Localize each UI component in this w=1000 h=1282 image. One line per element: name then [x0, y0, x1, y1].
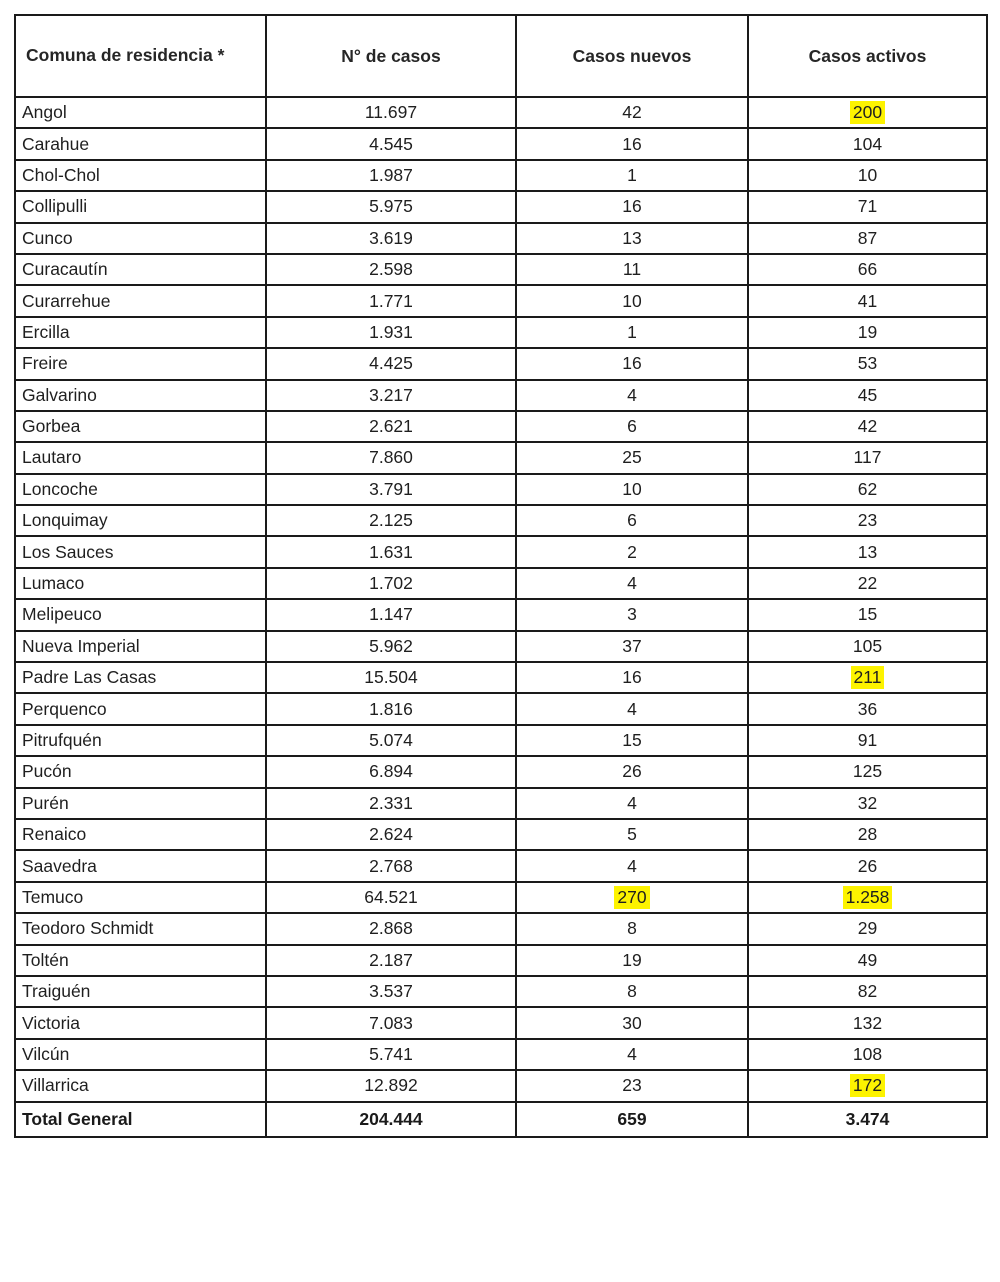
cell-casos: 2.624 — [266, 819, 516, 850]
cell-comuna: Padre Las Casas — [15, 662, 266, 693]
cell-nuevos: 25 — [516, 442, 748, 473]
cell-casos: 2.868 — [266, 913, 516, 944]
table-row — [15, 882, 987, 913]
cell-comuna: Temuco — [15, 882, 266, 913]
table-row — [15, 945, 987, 976]
cell-nuevos: 6 — [516, 411, 748, 442]
cell-casos: 2.598 — [266, 254, 516, 285]
table-row — [15, 474, 987, 505]
cell-nuevos: 8 — [516, 913, 748, 944]
cell-comuna: Lumaco — [15, 568, 266, 599]
cell-casos: 1.771 — [266, 285, 516, 316]
table-row — [15, 97, 987, 128]
cell-nuevos: 8 — [516, 976, 748, 1007]
cell-activos: 108 — [748, 1039, 987, 1070]
table-row — [15, 536, 987, 567]
cell-comuna: Pitrufquén — [15, 725, 266, 756]
highlighted-value: 172 — [850, 1074, 885, 1097]
cell-nuevos: 16 — [516, 348, 748, 379]
cell-activos: 104 — [748, 128, 987, 159]
cell-nuevos: 37 — [516, 631, 748, 662]
table-row — [15, 631, 987, 662]
cell-nuevos: 30 — [516, 1007, 748, 1038]
cell-comuna: Loncoche — [15, 474, 266, 505]
table-row — [15, 850, 987, 881]
table-row — [15, 725, 987, 756]
cell-comuna: Pucón — [15, 756, 266, 787]
cell-comuna: Renaico — [15, 819, 266, 850]
cell-comuna: Traiguén — [15, 976, 266, 1007]
table-row — [15, 1007, 987, 1038]
cell-casos: 1.931 — [266, 317, 516, 348]
cell-activos: 62 — [748, 474, 987, 505]
cell-comuna: Galvarino — [15, 380, 266, 411]
table-row — [15, 693, 987, 724]
table-row — [15, 599, 987, 630]
cell-casos: 11.697 — [266, 97, 516, 128]
cell-comuna: Carahue — [15, 128, 266, 159]
cell-comuna: Lautaro — [15, 442, 266, 473]
table-row — [15, 254, 987, 285]
table-row — [15, 819, 987, 850]
cell-nuevos: 6 — [516, 505, 748, 536]
table-row — [15, 128, 987, 159]
cell-casos: 1.987 — [266, 160, 516, 191]
table-row — [15, 1070, 987, 1101]
table-row — [15, 380, 987, 411]
cell-nuevos: 16 — [516, 191, 748, 222]
highlighted-value: 270 — [614, 886, 649, 909]
cell-casos: 1.147 — [266, 599, 516, 630]
cell-activos: 117 — [748, 442, 987, 473]
cell-casos: 4.545 — [266, 128, 516, 159]
table-footer — [15, 1102, 987, 1137]
cell-nuevos: 16 — [516, 128, 748, 159]
cell-casos: 1.631 — [266, 536, 516, 567]
cell-activos: 82 — [748, 976, 987, 1007]
cell-activos: 49 — [748, 945, 987, 976]
cell-casos: 3.791 — [266, 474, 516, 505]
total-label: Total General — [15, 1102, 266, 1137]
cell-comuna: Los Sauces — [15, 536, 266, 567]
cell-nuevos: 11 — [516, 254, 748, 285]
cell-activos: 26 — [748, 850, 987, 881]
cell-activos: 105 — [748, 631, 987, 662]
table-row — [15, 411, 987, 442]
total-activos: 3.474 — [748, 1102, 987, 1137]
cell-nuevos: 4 — [516, 380, 748, 411]
cell-nuevos: 23 — [516, 1070, 748, 1101]
cell-activos: 45 — [748, 380, 987, 411]
cell-casos: 1.702 — [266, 568, 516, 599]
table-row — [15, 662, 987, 693]
table-header — [15, 15, 987, 97]
table-row — [15, 756, 987, 787]
cell-activos: 87 — [748, 223, 987, 254]
table-row — [15, 913, 987, 944]
cell-activos: 125 — [748, 756, 987, 787]
cell-activos: 19 — [748, 317, 987, 348]
cell-activos: 66 — [748, 254, 987, 285]
cell-activos — [748, 662, 987, 693]
cell-activos — [748, 97, 987, 128]
cell-casos: 1.816 — [266, 693, 516, 724]
cell-activos: 10 — [748, 160, 987, 191]
cell-comuna: Gorbea — [15, 411, 266, 442]
table-row — [15, 160, 987, 191]
cell-comuna: Ercilla — [15, 317, 266, 348]
table-row — [15, 568, 987, 599]
cell-nuevos: 19 — [516, 945, 748, 976]
cell-casos: 5.741 — [266, 1039, 516, 1070]
cell-activos: 36 — [748, 693, 987, 724]
cell-casos: 2.187 — [266, 945, 516, 976]
cell-comuna: Villarrica — [15, 1070, 266, 1101]
cell-nuevos: 4 — [516, 1039, 748, 1070]
cell-nuevos: 4 — [516, 693, 748, 724]
cell-nuevos: 1 — [516, 317, 748, 348]
cell-comuna: Saavedra — [15, 850, 266, 881]
cell-comuna: Victoria — [15, 1007, 266, 1038]
cell-activos: 91 — [748, 725, 987, 756]
table-row — [15, 317, 987, 348]
cell-comuna: Teodoro Schmidt — [15, 913, 266, 944]
table-row — [15, 191, 987, 222]
header-row — [15, 15, 987, 97]
covid-cases-table — [14, 14, 988, 1138]
cell-activos: 132 — [748, 1007, 987, 1038]
table-row — [15, 1039, 987, 1070]
cell-activos: 22 — [748, 568, 987, 599]
cell-casos: 12.892 — [266, 1070, 516, 1101]
cell-casos: 3.537 — [266, 976, 516, 1007]
table-row — [15, 442, 987, 473]
table-row — [15, 976, 987, 1007]
cell-casos: 64.521 — [266, 882, 516, 913]
cell-nuevos: 2 — [516, 536, 748, 567]
cell-casos: 5.975 — [266, 191, 516, 222]
header-casos-nuevos: Casos nuevos — [516, 15, 748, 97]
cell-comuna: Freire — [15, 348, 266, 379]
cell-nuevos: 10 — [516, 474, 748, 505]
table-row — [15, 285, 987, 316]
cell-activos: 41 — [748, 285, 987, 316]
cell-nuevos: 3 — [516, 599, 748, 630]
highlighted-value: 1.258 — [843, 886, 893, 909]
table-body — [15, 97, 987, 1102]
cell-activos: 23 — [748, 505, 987, 536]
cell-comuna: Purén — [15, 788, 266, 819]
cell-comuna: Angol — [15, 97, 266, 128]
cell-nuevos: 13 — [516, 223, 748, 254]
cell-comuna: Chol-Chol — [15, 160, 266, 191]
cell-nuevos: 1 — [516, 160, 748, 191]
highlighted-value: 200 — [850, 101, 885, 124]
cell-activos — [748, 1070, 987, 1101]
total-row — [15, 1102, 987, 1137]
header-casos-activos: Casos activos — [748, 15, 987, 97]
cell-nuevos: 16 — [516, 662, 748, 693]
cell-comuna: Curarrehue — [15, 285, 266, 316]
cell-nuevos: 42 — [516, 97, 748, 128]
cell-activos: 71 — [748, 191, 987, 222]
cell-nuevos: 5 — [516, 819, 748, 850]
cell-casos: 2.621 — [266, 411, 516, 442]
cell-nuevos: 4 — [516, 788, 748, 819]
cell-activos: 13 — [748, 536, 987, 567]
cell-casos: 2.768 — [266, 850, 516, 881]
cell-activos: 42 — [748, 411, 987, 442]
cell-casos: 15.504 — [266, 662, 516, 693]
cell-activos: 28 — [748, 819, 987, 850]
cell-activos: 29 — [748, 913, 987, 944]
cell-casos: 5.962 — [266, 631, 516, 662]
cell-casos: 7.083 — [266, 1007, 516, 1038]
header-comuna-de-residencia: Comuna de residencia * — [15, 15, 266, 97]
cell-activos — [748, 882, 987, 913]
cell-casos: 2.125 — [266, 505, 516, 536]
cell-nuevos: 4 — [516, 568, 748, 599]
cell-nuevos: 10 — [516, 285, 748, 316]
cell-nuevos — [516, 882, 748, 913]
cell-activos: 15 — [748, 599, 987, 630]
highlighted-value: 211 — [851, 666, 885, 689]
cell-casos: 3.619 — [266, 223, 516, 254]
cell-casos: 7.860 — [266, 442, 516, 473]
cell-nuevos: 4 — [516, 850, 748, 881]
header-n-de-casos: N° de casos — [266, 15, 516, 97]
table-row — [15, 788, 987, 819]
cell-comuna: Curacautín — [15, 254, 266, 285]
cell-casos: 3.217 — [266, 380, 516, 411]
cell-comuna: Vilcún — [15, 1039, 266, 1070]
cell-activos: 32 — [748, 788, 987, 819]
cell-activos: 53 — [748, 348, 987, 379]
total-casos: 204.444 — [266, 1102, 516, 1137]
cell-casos: 4.425 — [266, 348, 516, 379]
cell-casos: 6.894 — [266, 756, 516, 787]
cell-comuna: Collipulli — [15, 191, 266, 222]
cell-comuna: Nueva Imperial — [15, 631, 266, 662]
cell-comuna: Cunco — [15, 223, 266, 254]
cell-comuna: Melipeuco — [15, 599, 266, 630]
table-row — [15, 505, 987, 536]
total-nuevos: 659 — [516, 1102, 748, 1137]
cell-casos: 5.074 — [266, 725, 516, 756]
cell-comuna: Toltén — [15, 945, 266, 976]
table-row — [15, 348, 987, 379]
cell-casos: 2.331 — [266, 788, 516, 819]
cell-nuevos: 15 — [516, 725, 748, 756]
cell-nuevos: 26 — [516, 756, 748, 787]
cell-comuna: Lonquimay — [15, 505, 266, 536]
cell-comuna: Perquenco — [15, 693, 266, 724]
table-row — [15, 223, 987, 254]
